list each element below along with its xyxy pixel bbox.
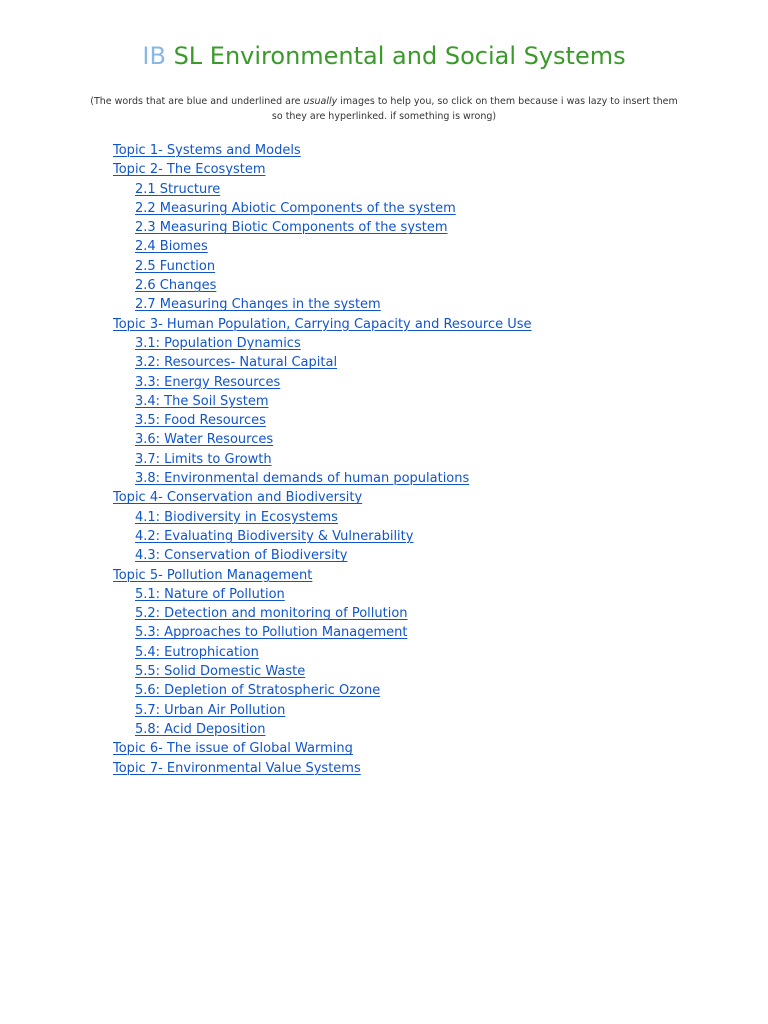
topic-link[interactable]: Topic 2- The Ecosystem [113,162,266,178]
subtopic-link[interactable]: 3.2: Resources- Natural Capital [135,355,338,371]
topic-link[interactable]: Topic 6- The issue of Global Warming [113,741,353,757]
subtopic-link[interactable]: 2.4 Biomes [135,239,208,255]
subtopic-link[interactable]: 4.2: Evaluating Biodiversity & Vulnerability [135,528,414,544]
subtopic-link[interactable]: 2.7 Measuring Changes in the system [135,297,381,313]
toc-subtopic-item [113,411,713,430]
subtopic-link[interactable]: 3.5: Food Resources [135,413,266,429]
toc-subtopic-item [113,450,713,469]
subtopic-link[interactable]: 5.7: Urban Air Pollution [135,702,286,718]
subtopic-link[interactable]: 3.4: The Soil System [135,393,269,409]
toc-subtopic-item [113,353,713,372]
toc-subtopic-item [113,430,713,449]
topic-link[interactable]: Topic 3- Human Population, Carrying Capacity and Resource Use [113,316,532,332]
note-text-end: images to help you, so click on them because i was lazy to insert them so they are hyperlinked. if something is wrong) [271,96,678,122]
note-emphasis: usually [303,96,338,107]
toc-subtopic-item [113,585,713,604]
subtopic-link[interactable]: 2.5 Function [135,258,216,274]
subtopic-link[interactable]: 3.3: Energy Resources [135,374,281,390]
toc-subtopic-item [113,218,713,237]
title-prefix: IB [142,42,166,70]
toc-subtopic-item [113,334,713,353]
toc-subtopic-item [113,295,713,314]
subtopic-link[interactable]: 4.3: Conservation of Biodiversity [135,548,348,564]
subtopic-link[interactable]: 3.6: Water Resources [135,432,274,448]
toc-subtopic-item [113,546,713,565]
table-of-contents [113,141,713,778]
subtopic-link[interactable]: 3.7: Limits to Growth [135,451,272,467]
toc-subtopic-item [113,180,713,199]
topic-link[interactable]: Topic 4- Conservation and Biodiversity [113,490,363,506]
toc-subtopic-item [113,527,713,546]
toc-subtopic-item [113,604,713,623]
intro-note [84,94,684,124]
subtopic-link[interactable]: 2.2 Measuring Abiotic Components of the system [135,200,456,216]
note-text-start: (The words that are blue and underlined are [90,96,304,107]
subtopic-link[interactable]: 2.6 Changes [135,278,217,294]
toc-topic-item [113,739,713,758]
subtopic-link[interactable]: 5.3: Approaches to Pollution Management [135,625,408,641]
toc-subtopic-item [113,373,713,392]
subtopic-link[interactable]: 3.1: Population Dynamics [135,335,301,351]
title-main: SL Environmental and Social Systems [173,42,626,70]
subtopic-link[interactable]: 2.1 Structure [135,181,221,197]
toc-subtopic-item [113,199,713,218]
toc-subtopic-item [113,643,713,662]
subtopic-link[interactable]: 3.8: Environmental demands of human populations [135,471,470,487]
toc-topic-item [113,566,713,585]
subtopic-link[interactable]: 2.3 Measuring Biotic Components of the system [135,220,448,236]
toc-subtopic-item [113,681,713,700]
toc-topic-item [113,315,713,334]
subtopic-link[interactable]: 5.4: Eutrophication [135,644,259,660]
toc-subtopic-item [113,392,713,411]
subtopic-link[interactable]: 5.8: Acid Deposition [135,721,266,737]
toc-topic-item [113,160,713,179]
toc-topic-item [113,488,713,507]
toc-topic-item [113,141,713,160]
toc-subtopic-item [113,720,713,739]
toc-subtopic-item [113,701,713,720]
toc-topic-item [113,759,713,778]
topic-link[interactable]: Topic 5- Pollution Management [113,567,313,583]
subtopic-link[interactable]: 4.1: Biodiversity in Ecosystems [135,509,338,525]
topic-link[interactable]: Topic 7- Environmental Value Systems [113,760,361,776]
toc-subtopic-item [113,237,713,256]
toc-subtopic-item [113,662,713,681]
subtopic-link[interactable]: 5.5: Solid Domestic Waste [135,664,306,680]
subtopic-link[interactable]: 5.6: Depletion of Stratospheric Ozone [135,683,381,699]
subtopic-link[interactable]: 5.2: Detection and monitoring of Pollution [135,606,408,622]
toc-subtopic-item [113,508,713,527]
toc-subtopic-item [113,276,713,295]
toc-subtopic-item [113,623,713,642]
document-title [0,38,768,74]
toc-subtopic-item [113,257,713,276]
topic-link[interactable]: Topic 1- Systems and Models [113,143,301,158]
toc-subtopic-item [113,469,713,488]
subtopic-link[interactable]: 5.1: Nature of Pollution [135,586,285,602]
